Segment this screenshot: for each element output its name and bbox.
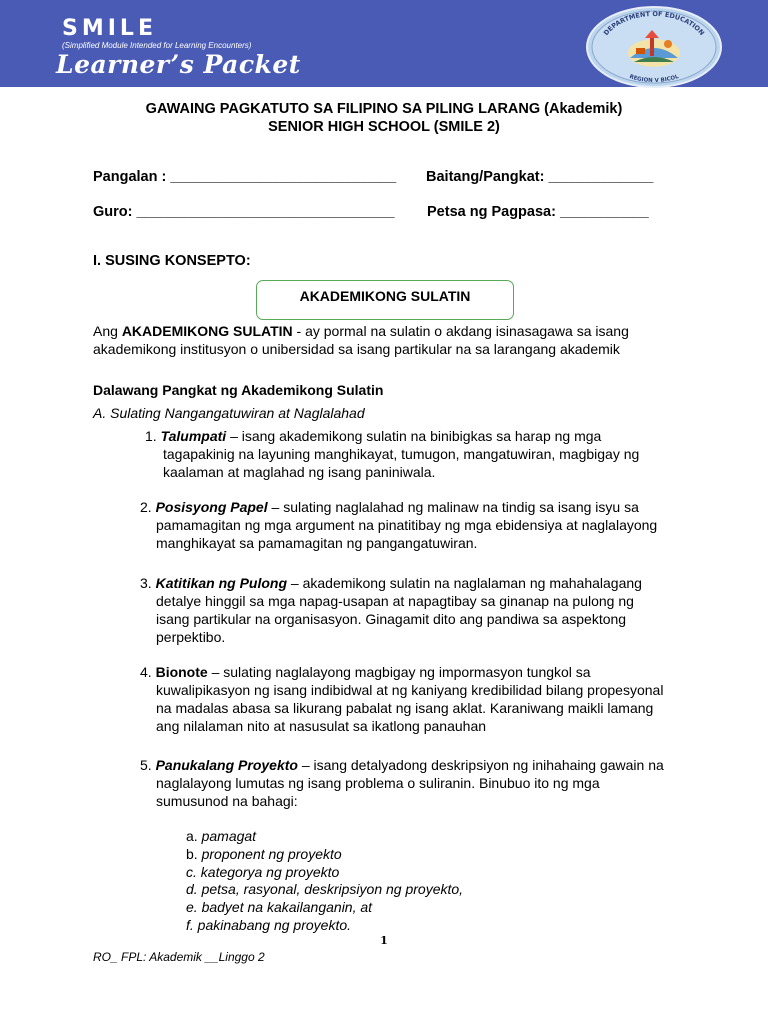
list-item-3-line-1: 3. Katitikan ng Pulong – akademikong sulatin na naglalaman ng mahahalagang	[140, 575, 642, 591]
brand-subtitle: (Simplified Module Intended for Learning Encounters)	[62, 41, 252, 50]
list-item-4-line-1: 4. Bionote – sulating naglalayong magbigay ng impormasyon tungkol sa	[140, 664, 591, 680]
list-item-3-term: Katitikan ng Pulong	[155, 575, 288, 591]
list-item-5-line-2: naglalayong lumutas ng isang problema o suliranin. Binubuo ito ng mga	[156, 775, 600, 791]
concept-title-box	[256, 280, 514, 320]
list-item-3-line-4: perpektibo.	[156, 629, 226, 645]
list-item-1-line-1: 1. Talumpati – isang akademikong sulatin na binibigkas sa harap ng mga	[145, 428, 602, 444]
packet-title: Learner’s Packet	[56, 50, 301, 79]
section-heading: I. SUSING KONSEPTO:	[93, 253, 251, 269]
subpart-e: e. badyet na kakailanganin, at	[186, 899, 373, 915]
list-item-5-term: Panukalang Proyekto	[155, 757, 298, 773]
subpart-c: c. kategorya ng proyekto	[186, 864, 340, 880]
list-item-2-term: Posisyong Papel	[155, 499, 268, 515]
subpart-a: a. pamagat	[186, 828, 257, 844]
list-item-4-line-4: ang nilalaman nito at nasusulat sa ikatlong panauhan	[156, 718, 487, 734]
teacher-field-label: Guro: ________________________________	[93, 204, 395, 220]
list-item-4-line-2: kuwalipikasyon ng isang indibidwal at ng kaniyang kredibilidad bilang propesyonal	[156, 682, 664, 698]
list-item-5-line-3: sumusunod na bahagi:	[156, 793, 298, 809]
list-item-3-line-2: detalye hinggil sa mga napag-usapan at napagtibay sa ginanap na pulong ng	[156, 593, 634, 609]
list-item-4-line-3: na madalas abasa sa likurang pabalat ng isang aklat. Karaniwang maikli lamang	[156, 700, 654, 716]
subsection-heading: Dalawang Pangkat ng Akademikong Sulatin	[93, 382, 384, 398]
footer-reference: RO_ FPL: Akademik __Linggo 2	[93, 950, 265, 964]
list-item-2-line-2: pamamagitan ng mga argument na pinatitibay ng mga ebidensiya at naglalayong	[156, 517, 658, 533]
document-title-line-1: GAWAING PAGKATUTO SA FILIPINO SA PILING LARANG (Akademik)	[145, 101, 623, 117]
deped-seal-logo	[586, 6, 722, 88]
name-field-label: Pangalan : ____________________________	[93, 169, 397, 185]
list-item-2-line-1: 2. Posisyong Papel – sulating naglalahad ng malinaw na tindig sa isang isyu sa	[140, 499, 639, 515]
subpart-b: b. proponent ng proyekto	[186, 846, 342, 862]
document-title-line-2: SENIOR HIGH SCHOOL (SMILE 2)	[268, 119, 500, 135]
page-number: 1	[380, 934, 388, 947]
definition-term: AKADEMIKONG SULATIN	[121, 323, 293, 339]
subpart-f: f. pakinabang ng proyekto.	[186, 917, 352, 933]
grade-section-field-label: Baitang/Pangkat: _____________	[426, 169, 654, 185]
list-item-4-term: Bionote	[155, 664, 208, 680]
header-banner	[0, 0, 768, 87]
brand-title: SMILE	[62, 16, 157, 41]
list-item-5-line-1: 5. Panukalang Proyekto – isang detalyadong deskripsiyon ng inihahaing gawain na	[140, 757, 664, 773]
list-item-1-term: Talumpati	[160, 428, 227, 444]
list-item-2-line-3: manghikayat sa pamamagitan ng pangangatuwiran.	[156, 535, 478, 551]
list-item-1-line-3: kaalaman at maglahad ng isang paniniwala.	[163, 464, 436, 480]
seal-top-text: DEPARTMENT OF EDUCATION	[602, 9, 706, 38]
definition-line-2: akademikong institusyon o unibersidad sa isang partikular na sa larangang akademik	[93, 341, 620, 357]
subpart-d: d. petsa, rasyonal, deskripsiyon ng proyekto,	[186, 881, 464, 897]
seal-bottom-text: REGION V BICOL	[628, 73, 680, 85]
list-item-1-line-2: tagapakinig na layuning manghikayat, tumugon, mangatuwiran, magbigay ng	[163, 446, 640, 462]
list-item-3-line-3: isang partikular na organisasyon. Ginagamit dito ang pandiwa sa aspektong	[156, 611, 627, 627]
definition-line-1: Ang AKADEMIKONG SULATIN - ay pormal na sulatin o akdang isinasagawa sa isang	[93, 323, 629, 339]
concept-title: AKADEMIKONG SULATIN	[299, 288, 471, 304]
subsection-a-title: A. Sulating Nangangatuwiran at Naglalahad	[93, 405, 365, 421]
submission-date-field-label: Petsa ng Pagpasa: ___________	[427, 204, 649, 220]
